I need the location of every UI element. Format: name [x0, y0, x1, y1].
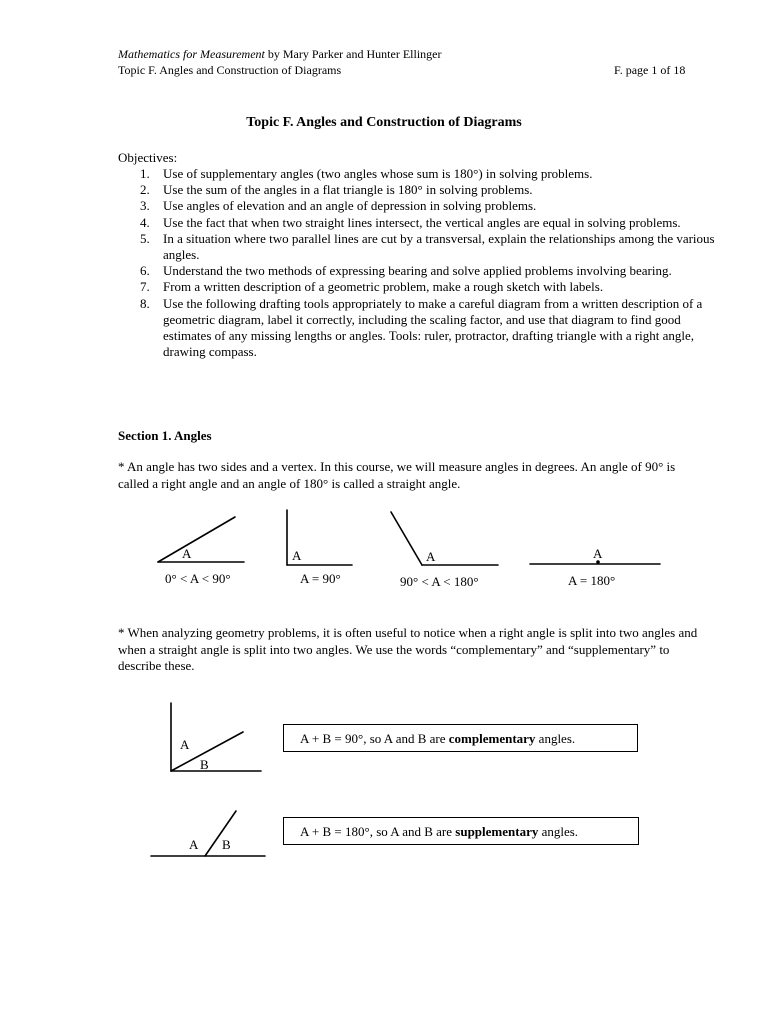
complementary-box-suffix: angles. — [535, 731, 576, 746]
page-number: F. page 1 of 18 — [614, 63, 686, 77]
straight-angle-label: A — [593, 546, 603, 561]
book-authors: by Mary Parker and Hunter Ellinger — [264, 47, 442, 61]
running-header-topic: Topic F. Angles and Construction of Diagrams — [118, 63, 342, 77]
objective-text: Use the sum of the angles in a flat triangle is 180° in solving problems. — [163, 182, 533, 198]
objective-number: 8. — [140, 295, 150, 311]
angle-definition-paragraph: * An angle has two sides and a vertex. In this course, we will measure angles in degrees. An angle of 90° is called a right angle and an angle of 180° is called a straight angle. — [118, 459, 676, 491]
acute-angle-caption: 0° < A < 90° — [165, 571, 231, 586]
straight-angle-caption: A = 180° — [568, 573, 616, 588]
objective-number: 2. — [140, 182, 150, 198]
complementary-box-prefix: A + B = 90°, so A and B are — [300, 731, 449, 746]
objectives-heading: Objectives: — [118, 150, 178, 165]
book-title: Mathematics for Measurement — [118, 47, 265, 61]
supplementary-label-b: B — [222, 837, 231, 852]
supplementary-term: supplementary — [455, 824, 539, 839]
supplementary-box-prefix: A + B = 180°, so A and B are — [300, 824, 456, 839]
objective-number: 3. — [140, 198, 150, 214]
page-title: Topic F. Angles and Construction of Diagrams — [246, 115, 522, 130]
complementary-label-b: B — [200, 757, 209, 772]
acute-angle-label: A — [182, 546, 192, 561]
acute-angle-ray — [158, 517, 235, 562]
objective-text: Use angles of elevation and an angle of depression in solving problems. — [163, 198, 537, 214]
objective-number: 7. — [140, 279, 150, 295]
complementary-intro-paragraph: * When analyzing geometry problems, it is often useful to notice when a right angle is split into two angles and when a straight angle is split into two angles. We use the words “complementary” and “supplementary” to describe these. — [118, 625, 698, 673]
right-angle-caption: A = 90° — [300, 571, 341, 586]
right-angle-label: A — [292, 548, 302, 563]
complementary-label-a: A — [180, 737, 190, 752]
objective-text: Use the fact that when two straight lines intersect, the vertical angles are equal in solving problems. — [163, 214, 681, 230]
complementary-definition-box — [283, 724, 638, 752]
objective-number: 6. — [140, 263, 150, 279]
section-heading: Section 1. Angles — [118, 428, 212, 443]
objective-number: 5. — [140, 230, 150, 246]
supplementary-definition-box — [283, 817, 639, 845]
supplementary-label-a: A — [189, 837, 199, 852]
obtuse-angle-label: A — [426, 549, 436, 564]
supplementary-box-suffix: angles. — [538, 824, 579, 839]
objective-text: Use of supplementary angles (two angles whose sum is 180°) in solving problems. — [163, 166, 593, 181]
obtuse-angle-ray — [391, 512, 422, 565]
obtuse-angle-caption: 90° < A < 180° — [400, 574, 479, 589]
objective-text: From a written description of a geometric problem, make a rough sketch with labels. — [163, 279, 604, 295]
supplementary-ray — [205, 811, 236, 856]
objective-number: 1. — [140, 166, 150, 181]
complementary-term: complementary — [448, 731, 536, 746]
objective-number: 4. — [140, 214, 150, 230]
objective-text: Understand the two methods of expressing bearing and solve applied problems involving bearing. — [163, 263, 672, 279]
objective-text: Use the following drafting tools appropriately to make a careful diagram from a written description of a geometric diagram, label it correctly, including the scaling factor, and use that diagram to find good estimates of any missing lengths or angles. Tools: ruler, protractor, drafting triangle with a right angle, drawing compass. — [163, 295, 703, 360]
objective-text: In a situation where two parallel lines are cut by a transversal, explain the relationships among the various angles. — [163, 230, 715, 263]
